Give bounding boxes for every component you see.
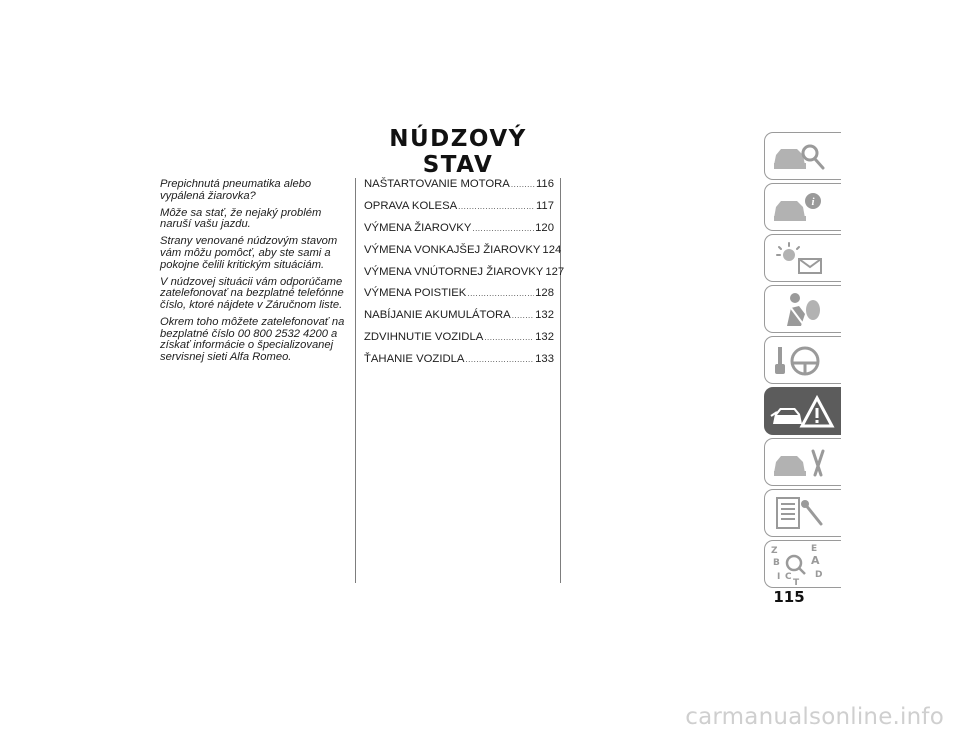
toc-entry[interactable]: [364, 178, 554, 200]
toc-label: VÝMENA POISTIEK: [364, 287, 467, 300]
toc-entry[interactable]: [364, 265, 565, 288]
intro-paragraph: V núdzovej situácii vám odporúčame zatelefonovať na bezplatné telefónne číslo, ktoré nájdete v Záručnom liste.: [160, 275, 344, 311]
toc-label: ŤAHANIE VOZIDLA: [364, 353, 465, 366]
index-letter: T: [793, 578, 800, 587]
toc-leader: [484, 333, 534, 342]
tab-maintenance[interactable]: [764, 438, 841, 486]
toc-page: 127: [545, 265, 565, 278]
table-of-contents: [364, 178, 565, 375]
toc-page: 132: [535, 331, 554, 344]
intro-paragraph: Okrem toho môžete zatelefonovať na bezplatné číslo 00 800 2532 4200 a získať informácie o špecializovanej servisnej sieti Alfa Romeo.: [160, 315, 345, 363]
car-warning-triangle-icon: [765, 388, 841, 434]
toc-label: VÝMENA VNÚTORNEJ ŽIAROVKY: [364, 265, 544, 278]
tab-index[interactable]: [764, 540, 841, 588]
index-letter: B: [773, 558, 780, 568]
toc-entry[interactable]: [364, 287, 554, 309]
index-letter: D: [815, 570, 823, 580]
car-magnifier-icon: [765, 133, 841, 179]
toc-page: 124: [542, 243, 562, 256]
column-divider-right: [560, 178, 561, 583]
index-letter: C: [785, 572, 792, 582]
toc-entry[interactable]: [364, 353, 554, 375]
toc-entry[interactable]: [364, 331, 554, 353]
index-letter: I: [777, 572, 781, 582]
intro-paragraph: Prepichnutá pneumatika alebo vypálená žiarovka?: [160, 178, 312, 202]
steering-wheel-key-icon: [765, 337, 841, 383]
toc-leader: [465, 355, 534, 364]
toc-page: 116: [535, 178, 554, 190]
tab-car-inspection[interactable]: [764, 132, 841, 180]
warning-light-envelope-icon: [765, 235, 841, 281]
toc-page: 117: [535, 199, 554, 212]
page-title: NÚDZOVÝ STAV: [389, 126, 527, 178]
index-letter: E: [811, 544, 818, 554]
toc-page: 120: [535, 221, 554, 234]
toc-label: OPRAVA KOLESA: [364, 199, 458, 212]
toc-entry[interactable]: [364, 222, 554, 244]
intro-text: [160, 179, 352, 369]
index-letter: A: [811, 554, 820, 567]
toc-page: 128: [535, 287, 554, 300]
index-letter: Z: [771, 546, 778, 556]
tab-starting-driving[interactable]: [764, 336, 841, 384]
svg-text:i: i: [811, 196, 815, 208]
toc-page: 133: [535, 353, 554, 366]
page-number: 115: [773, 588, 805, 606]
chapter-tabs: [764, 132, 842, 587]
toc-label: VÝMENA ŽIAROVKY: [364, 221, 472, 234]
toc-entry[interactable]: [364, 200, 554, 222]
toc-leader: [458, 202, 535, 211]
car-info-icon: [765, 184, 841, 230]
tab-car-info[interactable]: [764, 183, 841, 231]
checklist-wrench-icon: [765, 490, 841, 536]
alphabet-magnifier-icon: [765, 541, 841, 587]
intro-paragraph: Môže sa stať, že nejaký problém naruší vašu jazdu.: [160, 206, 322, 231]
column-divider-left: [355, 178, 356, 583]
toc-label: NABÍJANIE AKUMULÁTORA: [364, 309, 511, 322]
tab-warning-lights[interactable]: [764, 234, 841, 282]
car-wrench-icon: [765, 439, 841, 485]
intro-paragraph: Strany venované núdzovým stavom vám môžu pomôcť, aby ste sami a pokojne čelili kritickým situáciám.: [160, 235, 338, 271]
toc-label: NAŠTARTOVANIE MOTORA: [364, 178, 510, 190]
tab-emergency[interactable]: [764, 387, 841, 435]
toc-label: VÝMENA VONKAJŠEJ ŽIAROVKY: [364, 243, 541, 256]
toc-page: 132: [535, 309, 554, 322]
tab-safety[interactable]: [764, 285, 841, 333]
airbag-person-icon: [765, 286, 841, 332]
watermark: carmanualsonline.info: [685, 704, 944, 730]
toc-leader: [512, 311, 534, 320]
toc-leader: [511, 180, 535, 189]
toc-leader: [472, 224, 534, 233]
toc-leader: [467, 289, 534, 298]
tab-technical-data[interactable]: [764, 489, 841, 537]
toc-label: ZDVIHNUTIE VOZIDLA: [364, 331, 484, 344]
toc-entry[interactable]: [364, 309, 554, 331]
toc-entry[interactable]: [364, 243, 562, 266]
